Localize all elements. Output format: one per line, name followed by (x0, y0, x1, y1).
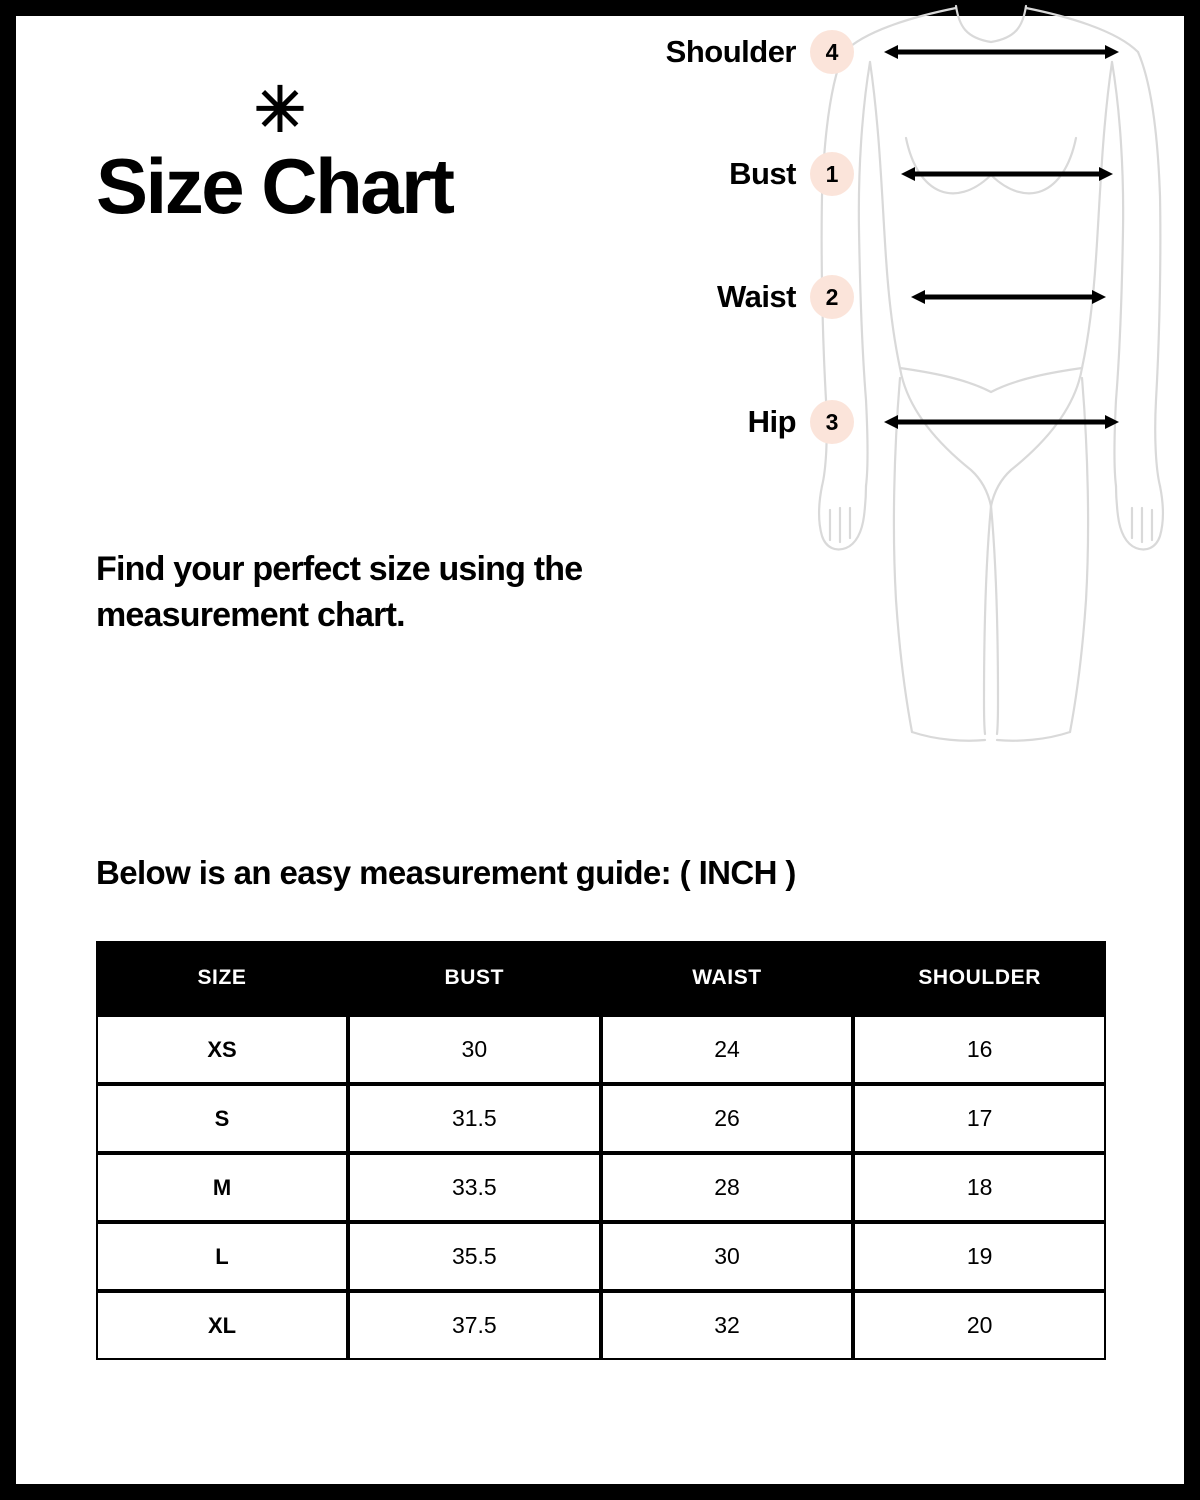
guide-heading: Below is an easy measurement guide: ( INCH ) (96, 854, 796, 891)
cell-size: XL (96, 1291, 348, 1360)
cell-waist: 24 (601, 1015, 854, 1084)
size-table-wrap (96, 941, 1106, 1360)
title-block (96, 76, 616, 230)
cell-shoulder: 19 (853, 1222, 1106, 1291)
bust-arrow-icon (901, 164, 1113, 184)
cell-bust: 35.5 (348, 1222, 601, 1291)
hip-arrow-icon (884, 412, 1119, 432)
column-header-shoulder: SHOULDER (853, 941, 1106, 1015)
measurement-diagram (596, 0, 1196, 770)
measurement-label-hip: Hip (747, 404, 796, 439)
cell-bust: 30 (348, 1015, 601, 1084)
size-table (96, 941, 1106, 1360)
cell-shoulder: 16 (853, 1015, 1106, 1084)
asterisk-icon: ✳ (254, 76, 306, 145)
measurement-badge-shoulder: 4 (810, 30, 854, 74)
cell-shoulder: 17 (853, 1084, 1106, 1153)
cell-size: S (96, 1084, 348, 1153)
cell-shoulder: 18 (853, 1153, 1106, 1222)
cell-bust: 31.5 (348, 1084, 601, 1153)
cell-waist: 32 (601, 1291, 854, 1360)
cell-bust: 33.5 (348, 1153, 601, 1222)
body-outline-illustration (796, 0, 1186, 770)
cell-waist: 30 (601, 1222, 854, 1291)
cell-size: M (96, 1153, 348, 1222)
measurement-badge-bust: 1 (810, 152, 854, 196)
table-row (96, 1084, 1106, 1153)
cell-waist: 26 (601, 1084, 854, 1153)
page-inner (16, 16, 1184, 1484)
page-title: Size Chart (96, 142, 453, 230)
cell-waist: 28 (601, 1153, 854, 1222)
cell-size: XS (96, 1015, 348, 1084)
column-header-waist: WAIST (601, 941, 854, 1015)
table-row (96, 1222, 1106, 1291)
table-row (96, 1015, 1106, 1084)
shoulder-arrow-icon (884, 42, 1119, 62)
measurement-row-waist (596, 275, 1196, 319)
subtitle-text: Find your perfect size using the measurement chart. (96, 550, 583, 634)
table-row (96, 1153, 1106, 1222)
measurement-label-shoulder: Shoulder (665, 34, 796, 69)
measurement-label-waist: Waist (716, 279, 796, 314)
table-header-row (96, 941, 1106, 1015)
column-header-bust: BUST (348, 941, 601, 1015)
column-header-size: SIZE (96, 941, 348, 1015)
cell-bust: 37.5 (348, 1291, 601, 1360)
table-row (96, 1291, 1106, 1360)
measurement-label-bust: Bust (729, 156, 796, 191)
waist-arrow-icon (911, 287, 1106, 307)
measurement-badge-hip: 3 (810, 400, 854, 444)
cell-shoulder: 20 (853, 1291, 1106, 1360)
size-table-body (96, 1015, 1106, 1360)
size-table-head (96, 941, 1106, 1015)
measurement-badge-waist: 2 (810, 275, 854, 319)
cell-size: L (96, 1222, 348, 1291)
